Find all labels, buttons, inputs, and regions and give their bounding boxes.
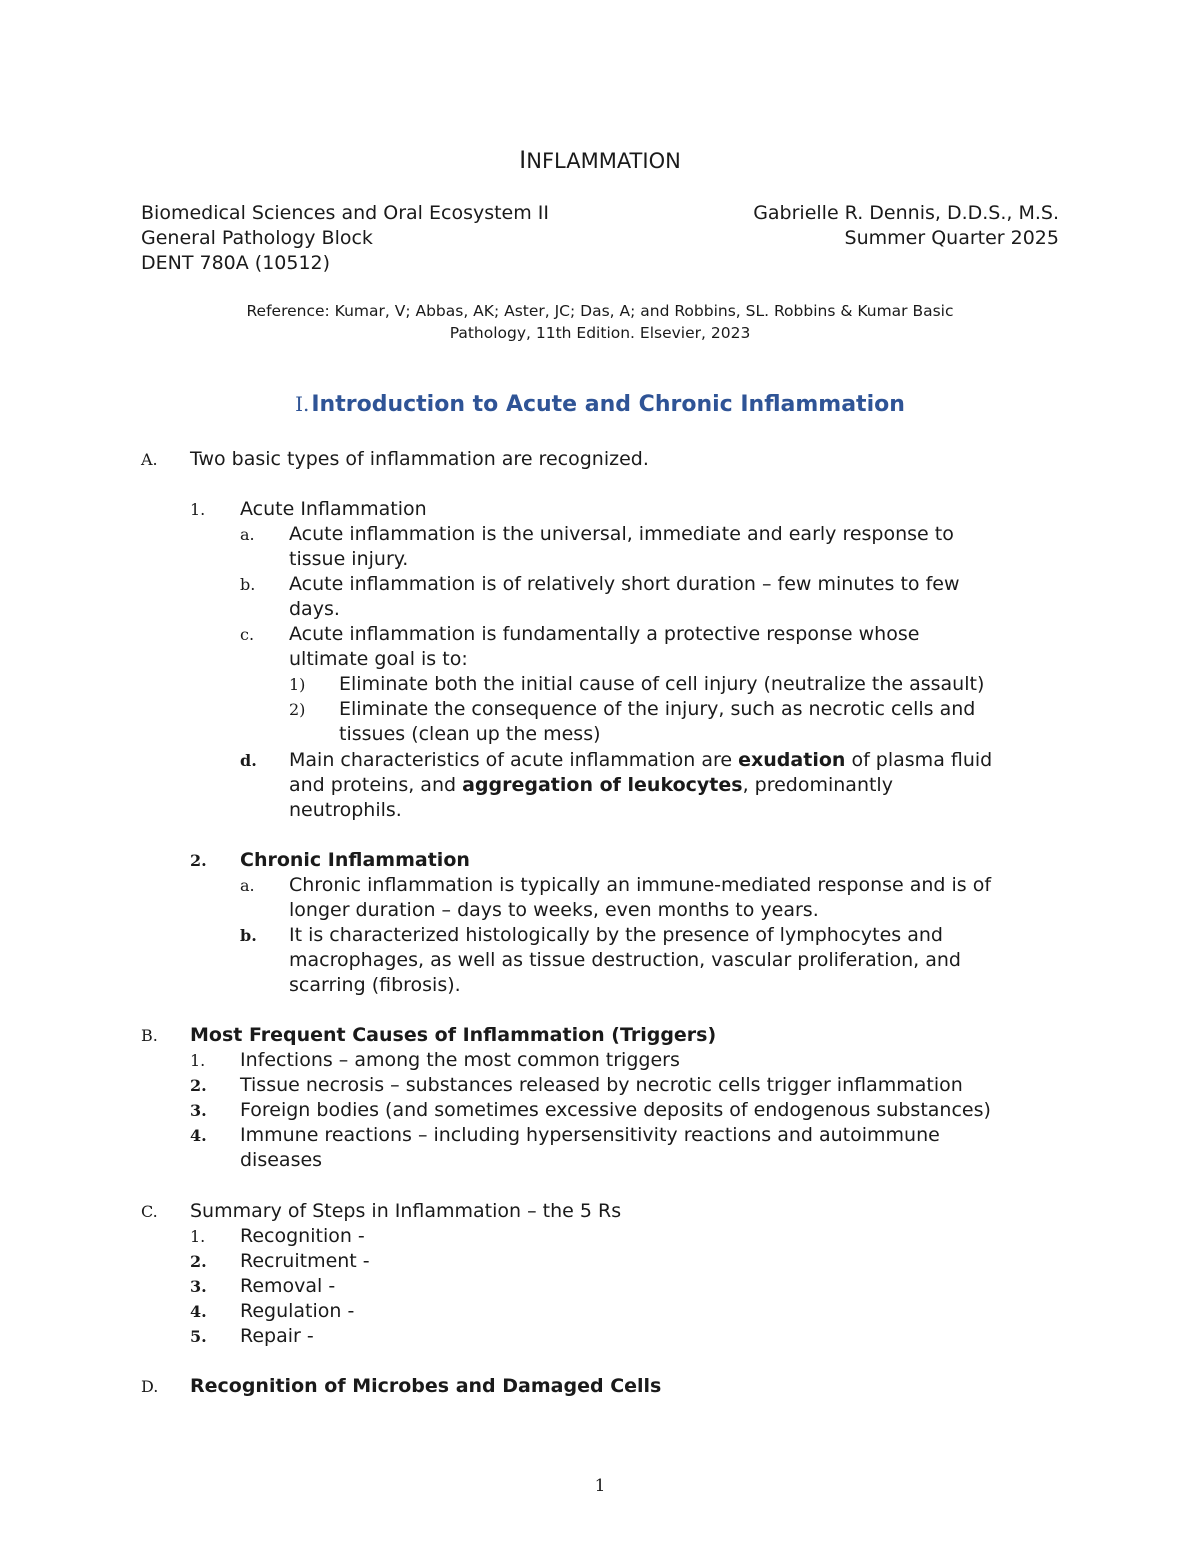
outline-marker-C: C. [141,1202,158,1221]
reference [0,300,1200,344]
author-name: Gabrielle R. Dennis, D.D.S., M.S. [753,202,1059,224]
course-name: Biomedical Sciences and Oral Ecosystem II [141,202,549,224]
A2b-line-1: It is characterized histologically by the presence of lymphocytes and [289,924,943,946]
outline-marker-D: D. [141,1377,159,1396]
block-name: General Pathology Block [141,227,373,249]
section-number: I. [295,392,310,416]
outline-marker-C1: 1. [190,1227,206,1246]
A1d-line-3: neutrophils. [289,799,402,821]
page-number: 1 [594,1476,606,1496]
header-right [753,201,1059,251]
section-title-text: Introduction to Acute and Chronic Inflammation [311,392,905,417]
title-rest: NFLAMMATION [526,149,681,173]
C5-text: Repair - [240,1325,314,1347]
title-initial: I [519,146,527,174]
B3-text: Foreign bodies (and sometimes excessive deposits of endogenous substances) [240,1099,991,1121]
outline-marker-A1a: a. [240,525,255,544]
outline-marker-C5: 5. [190,1327,207,1346]
A2b-line-3: scarring (fibrosis). [289,974,461,996]
A1b-line-1: Acute inflammation is of relatively short duration – few minutes to few [289,573,960,595]
C1-text: Recognition - [240,1225,365,1247]
A1c2-line-2: tissues (clean up the mess) [339,723,601,745]
reference-line-2: Pathology, 11th Edition. Elsevier, 2023 [449,324,751,342]
B4-line-2: diseases [240,1149,323,1171]
outline-marker-A1c: c. [240,625,255,644]
C2-text: Recruitment - [240,1250,370,1272]
A1d-part-2: of plasma fluid [845,749,993,771]
A1d-part-3: and proteins, and [289,774,463,796]
A2a-line-2: longer duration – days to weeks, even months to years. [289,899,819,921]
A2b-line-2: macrophages, as well as tissue destruction, vascular proliferation, and [289,949,961,971]
A1a-line-2: tissue injury. [289,548,409,570]
A-text: Two basic types of inflammation are recognized. [190,448,649,470]
A1c2-line-1: Eliminate the consequence of the injury, such as necrotic cells and [339,698,976,720]
B1-text: Infections – among the most common triggers [240,1049,680,1071]
outline-marker-A1c1: 1) [289,675,306,694]
A1c-line-1: Acute inflammation is fundamentally a protective response whose [289,623,920,645]
outline-marker-C4: 4. [190,1302,207,1321]
outline-marker-A1c2: 2) [289,700,306,719]
outline-marker-C2: 2. [190,1252,207,1271]
A1c1-text: Eliminate both the initial cause of cell injury (neutralize the assault) [339,673,985,695]
term: Summer Quarter 2025 [844,227,1059,249]
A1d-bold-exudation: exudation [738,749,846,771]
A1-title: Acute Inflammation [240,498,427,520]
A1a-line-1: Acute inflammation is the universal, immediate and early response to [289,523,954,545]
outline-marker-C3: 3. [190,1277,207,1296]
B4-line-1: Immune reactions – including hypersensitivity reactions and autoimmune [240,1124,940,1146]
course-code: DENT 780A (10512) [141,252,331,274]
section-heading [0,392,1200,417]
A1d-line-1 [289,748,992,773]
outline-marker-B1: 1. [190,1051,206,1070]
header-left [141,201,549,276]
B2-text: Tissue necrosis – substances released by necrotic cells trigger inflammation [240,1074,963,1096]
A1d-part-4: , predominantly [742,774,893,796]
outline-marker-B3: 3. [190,1101,207,1120]
A1d-part-1: Main characteristics of acute inflammation are [289,749,739,771]
A2a-line-1: Chronic inflammation is typically an immune-mediated response and is of [289,874,992,896]
A1c-line-2: ultimate goal is to: [289,648,468,670]
A1b-line-2: days. [289,598,340,620]
C-text: Summary of Steps in Inflammation – the 5 Rs [190,1200,622,1222]
outline-marker-A1: 1. [190,500,206,519]
reference-line-1: Reference: Kumar, V; Abbas, AK; Aster, JC; Das, A; and Robbins, SL. Robbins & Kumar Basic [246,302,954,320]
outline-marker-A1b: b. [240,575,256,594]
A2-title: Chronic Inflammation [240,849,470,871]
outline-marker-B2: 2. [190,1076,207,1095]
outline-marker-A2a: a. [240,876,255,895]
A1d-bold-leukocytes: aggregation of leukocytes [462,774,743,796]
document-title [0,146,1200,174]
outline-marker-A2: 2. [190,851,207,870]
B-title: Most Frequent Causes of Inflammation (Triggers) [190,1024,717,1046]
outline-marker-B: B. [141,1026,158,1045]
C4-text: Regulation - [240,1300,355,1322]
outline-marker-B4: 4. [190,1126,207,1145]
D-title: Recognition of Microbes and Damaged Cells [190,1375,662,1397]
C3-text: Removal - [240,1275,336,1297]
outline-marker-A2b: b. [240,926,257,945]
outline-marker-A1d: d. [240,751,257,770]
outline-marker-A: A. [141,450,158,469]
A1d-line-2 [289,773,893,798]
